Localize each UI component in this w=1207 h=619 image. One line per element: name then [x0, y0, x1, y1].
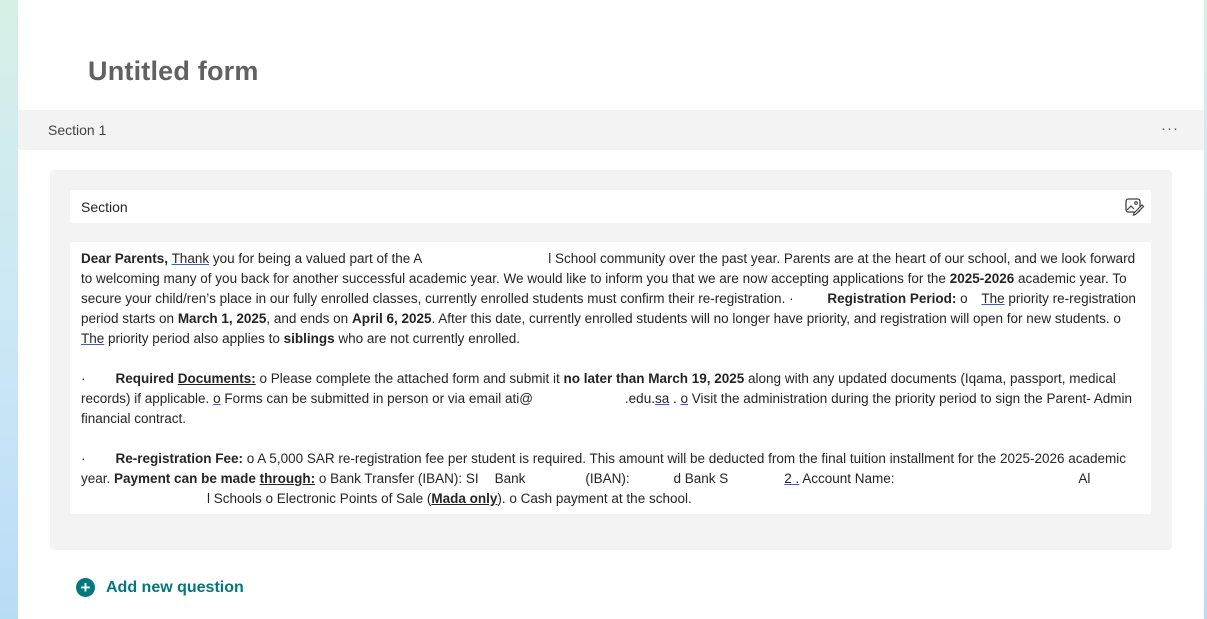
text-run: d Bank S [673, 471, 729, 486]
text-run: . [669, 391, 681, 406]
spelling-flag [81, 491, 131, 503]
text-run: priority re-registration period starts on [81, 291, 1136, 326]
form-canvas [18, 0, 1204, 619]
text-run: o Bank Transfer (IBAN): SI [315, 471, 479, 486]
text-run: 2025-2026 [949, 271, 1015, 286]
text-run: (IBAN): [585, 471, 634, 486]
section-title-field[interactable] [70, 190, 1151, 223]
text-run: Al [1078, 471, 1091, 486]
redaction [728, 471, 784, 483]
section-header-bar [18, 110, 1204, 150]
more-options-icon[interactable]: ··· [1161, 120, 1179, 137]
text-run: Required [115, 371, 178, 386]
text-run: through: [259, 471, 316, 486]
text-run: Mada only [431, 491, 498, 506]
grammar-flag: o [680, 391, 688, 406]
text-run: priority period also applies to [104, 331, 284, 346]
text-run: o [960, 291, 968, 306]
text-run: Bank [494, 471, 526, 486]
text-run: April 6, 2025 [351, 311, 432, 326]
spelling-flag [633, 471, 673, 483]
text-run: , and ends on [266, 311, 352, 326]
image-edit-icon[interactable] [1123, 195, 1145, 217]
grammar-flag: The [81, 331, 105, 346]
description-paragraph-2 [81, 369, 1140, 429]
text-run: .edu. [624, 391, 655, 406]
add-new-question-button[interactable] [76, 578, 244, 597]
text-run: l Schools o Electronic Points of Sale ( [207, 491, 432, 506]
text-run: o A 5,000 SAR re-registration fee per student is required. This amount will be deducted from the final tuition installment for the 2025-2026 academic year. [81, 451, 1127, 486]
grammar-flag: The [981, 291, 1005, 306]
form-title[interactable]: Untitled form [88, 56, 259, 86]
section-card [50, 170, 1172, 550]
text-run: Payment can be made [114, 471, 260, 486]
text-run: who are not currently enrolled. [334, 331, 520, 346]
section-name: Section 1 [48, 122, 107, 138]
text-run: siblings [283, 331, 335, 346]
text-run: along with any updated documents (Iqama, passport, medical records) if applicable. [81, 371, 1116, 406]
description-paragraph-1 [81, 249, 1140, 349]
text-run: Registration Period: [827, 291, 957, 306]
text-run: Documents: [177, 371, 256, 386]
text-run: A [413, 251, 423, 266]
plus-circle-icon: + [76, 578, 95, 597]
text-run: March 1, 2025 [177, 311, 267, 326]
text-run: Visit the administration during the priority period to sign the Parent- Admin financial contract. [81, 391, 1132, 426]
grammar-flag: o [213, 391, 221, 406]
greeting: Dear Parents, [81, 251, 169, 266]
add-new-question-label: Add new question [106, 578, 244, 596]
text-run: . After this date, currently enrolled students will no longer have priority, and registration will open for new students. o [431, 311, 1121, 326]
grammar-flag: Thank [171, 251, 210, 266]
bullet: · [81, 371, 86, 386]
text-run: you for being a valued part of the [209, 251, 414, 266]
text-run: l School community over the past year. Parents are at the heart of our school, and we look forward to welcoming many of you back for another successful academic year. We would like to inform you that we are now accepting applications for the [81, 251, 1136, 286]
text-run: Re-registration Fee: [115, 451, 244, 466]
text-run: o Please complete the attached form and submit it [255, 371, 564, 386]
text-run: ). o Cash payment at the school. [497, 491, 692, 506]
grammar-flag: sa [654, 391, 670, 406]
text-run: no later than March 19, 2025 [563, 371, 745, 386]
description-paragraph-3 [81, 449, 1140, 509]
text-run: academic year. To secure your child/ren’s place in our fully enrolled classes, currently enrolled students must confirm their re-registration. · [81, 271, 1127, 306]
section-description-field[interactable] [70, 242, 1151, 514]
bullet: · [81, 451, 86, 466]
section-title-value: Section [81, 199, 128, 215]
spelling-flag [430, 251, 470, 263]
text-run: Account Name: [799, 471, 899, 486]
text-run: Forms can be submitted in person or via email ati@ [220, 391, 533, 406]
grammar-flag: 2 . [784, 471, 800, 486]
